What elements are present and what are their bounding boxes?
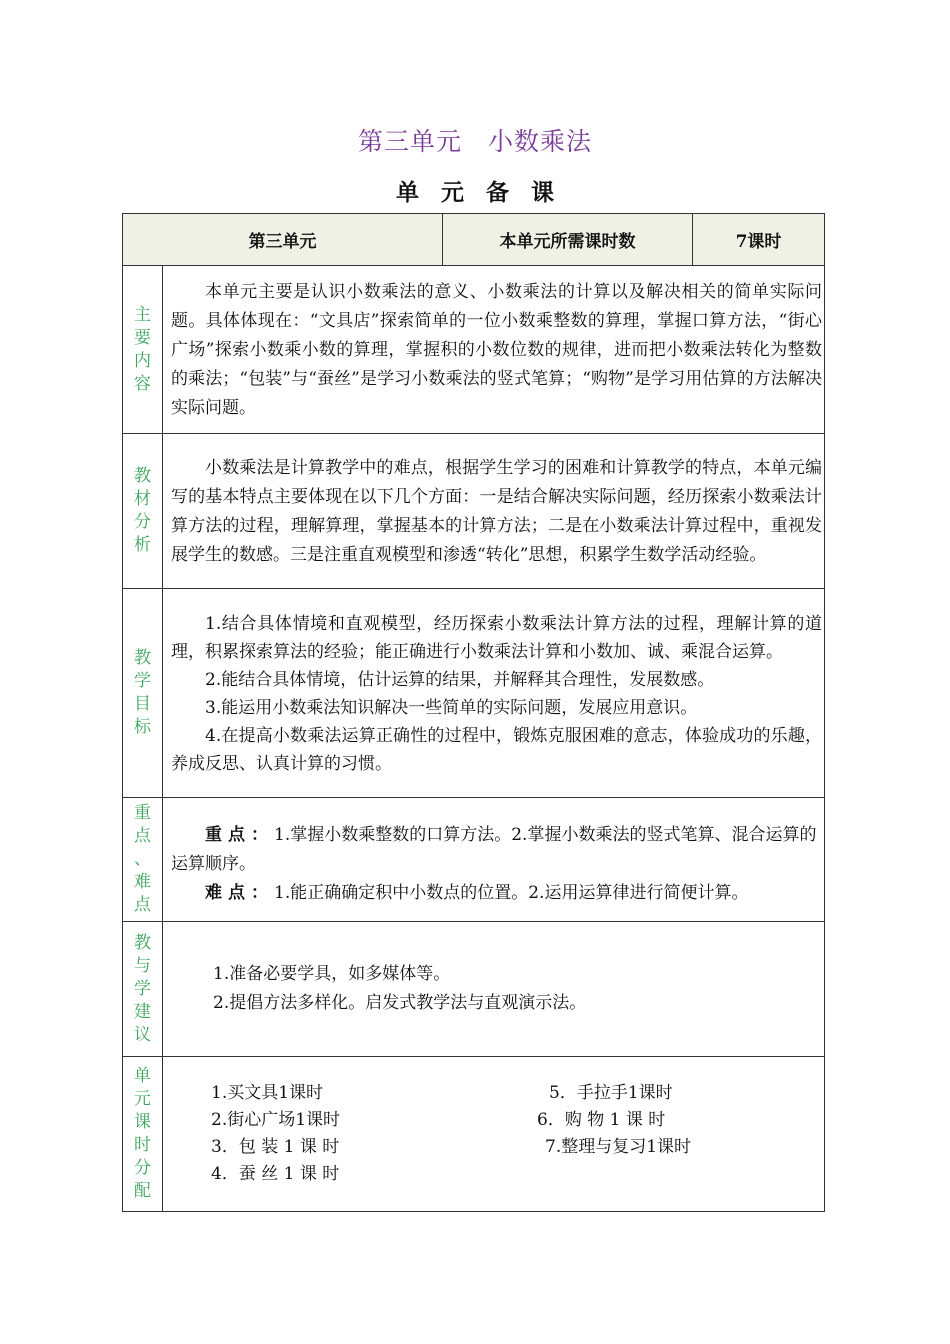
document-title: 第三单元 小数乘法 [357, 127, 592, 156]
material-analysis-text: 小数乘法是计算教学中的难点，根据学生学习的困难和计算教学的特点，本单元编写的基本特点主要体现在以下几个方面：一是结合解决实际问题，经历探索小数乘法计算方法的过程，理解算理，掌握基本的计算方法；二是在小数乘法计算过程中，重视发展学生的数感。三是注重直观模型和渗透“转化”思想，积累学生数学活动经验。 [163, 434, 825, 589]
schedule-item: 6．购 物 1 课 时 [537, 1110, 666, 1130]
label-key-points: 重 点 、 难 点 [123, 798, 163, 922]
label-main-content: 主 要 内 容 [123, 266, 163, 434]
header-hours-label: 本单元所需课时数 [443, 214, 693, 266]
goal-item: 3.能运用小数乘法知识解决一些简单的实际问题，发展应用意识。 [205, 698, 698, 718]
advice-item: 2.提倡方法多样化。启发式教学法与直观演示法。 [213, 993, 587, 1013]
label-material-analysis: 教 材 分 析 [123, 434, 163, 589]
schedule-item: 1.买文具1课时 [211, 1083, 324, 1103]
row-key-points [123, 798, 825, 922]
key-text: 1.掌握小数乘整数的口算方法。2.掌握小数乘法的竖式笔算、混合运算的运算顺序。 [171, 825, 817, 874]
document-subtitle: 单元备课 [396, 179, 576, 206]
goal-item: 2.能结合具体情境，估计运算的结果，并解释其合理性，发展数感。 [205, 670, 715, 690]
teaching-goals-list [163, 589, 825, 798]
schedule-item: 5．手拉手1课时 [549, 1083, 673, 1103]
row-teaching-advice [123, 922, 825, 1057]
key-points-text [163, 798, 825, 922]
difficult-label: 难点： [205, 883, 274, 903]
schedule-item: 3．包 装 1 课 时 [211, 1137, 340, 1157]
schedule-item: 7.整理与复习1课时 [545, 1137, 692, 1157]
header-unit: 第三单元 [123, 214, 443, 266]
main-content-text: 本单元主要是认识小数乘法的意义、小数乘法的计算以及解决相关的简单实际问题。具体体现在：“文具店”探索简单的一位小数乘整数的算理，掌握口算方法，“街心广场”探索小数乘小数的算理，掌握积的小数位数的规律，进而把小数乘法转化为整数的乘法；“包装”与“蚕丝”是学习小数乘法的竖式笔算；“购物”是学习用估算的方法解决实际问题。 [163, 266, 825, 434]
label-teaching-advice: 教 与 学 建 议 [123, 922, 163, 1057]
schedule-item: 4．蚕 丝 1 课 时 [211, 1164, 340, 1184]
row-schedule [123, 1057, 825, 1212]
advice-item: 1.准备必要学具，如多媒体等。 [213, 964, 451, 984]
row-teaching-goals [123, 589, 825, 798]
teaching-advice-list [163, 922, 825, 1057]
row-main-content [123, 266, 825, 434]
row-material-analysis [123, 434, 825, 589]
table-header-row [123, 214, 825, 266]
label-schedule: 单 元 课 时 分 配 [123, 1057, 163, 1212]
unit-plan-table [122, 213, 825, 1212]
header-hours-value: 7课时 [693, 214, 825, 266]
goal-item: 4.在提高小数乘法运算正确性的过程中，锻炼克服困难的意志，体验成功的乐趣，养成反思、认真计算的习惯。 [171, 726, 822, 774]
label-teaching-goals: 教 学 目 标 [123, 589, 163, 798]
difficult-text: 1.能正确确定积中小数点的位置。2.运用运算律进行简便计算。 [274, 883, 749, 903]
schedule-list [163, 1057, 825, 1212]
goal-item: 1.结合具体情境和直观模型，经历探索小数乘法计算方法的过程，理解计算的道理，积累探索算法的经验；能正确进行小数乘法计算和小数加、诚、乘混合运算。 [171, 614, 822, 662]
key-label: 重点： [205, 825, 274, 845]
schedule-item: 2.街心广场1课时 [211, 1110, 341, 1130]
